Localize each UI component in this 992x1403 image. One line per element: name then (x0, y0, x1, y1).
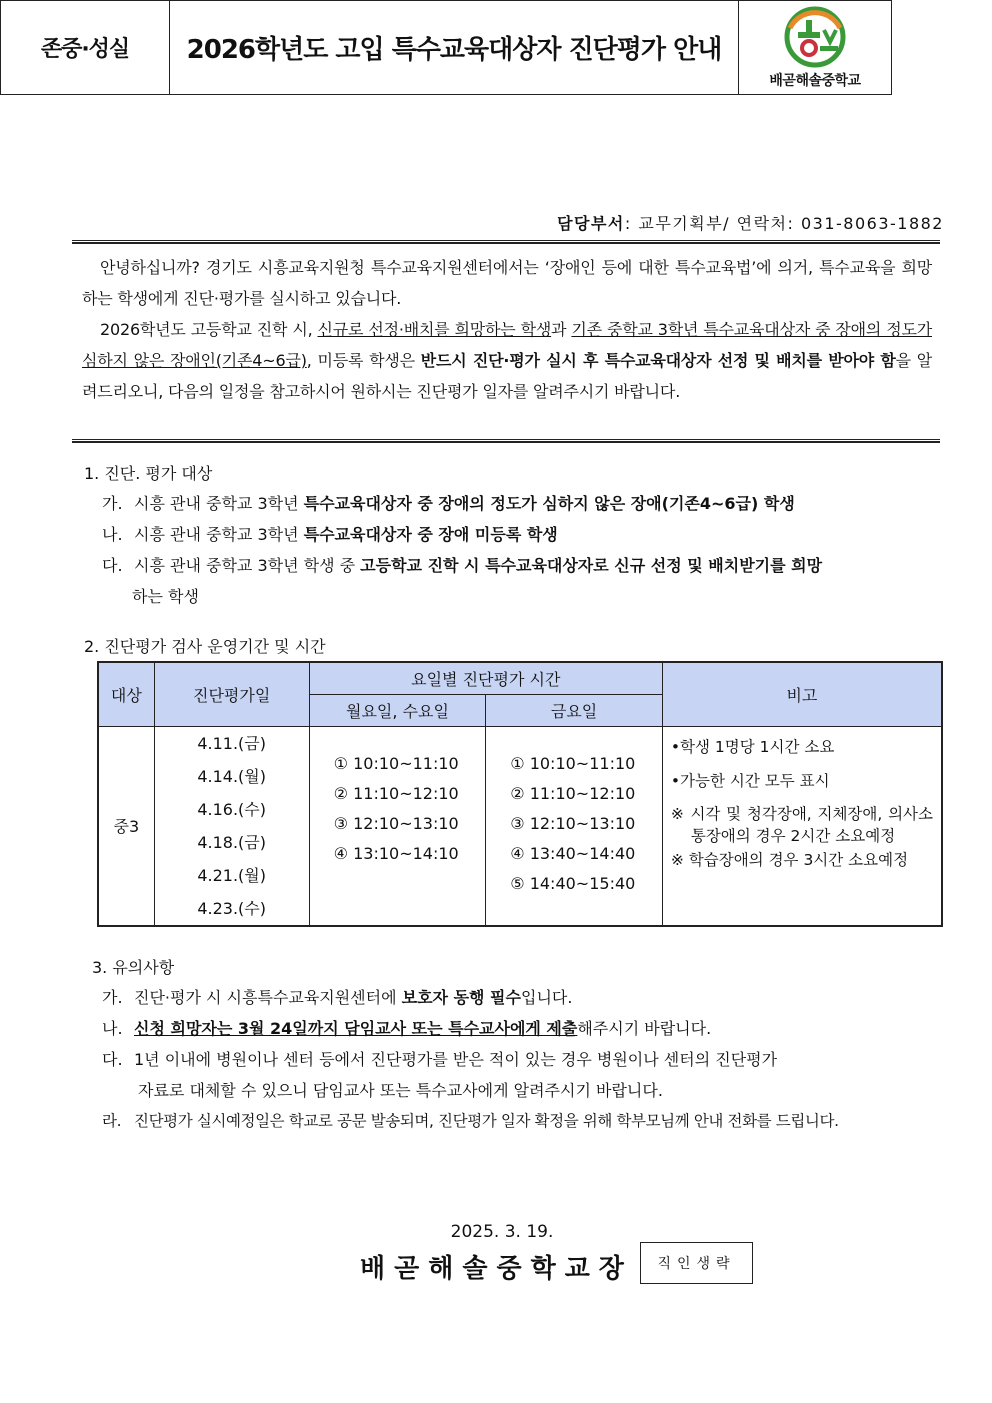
th-time: 요일별 진단평가 시간 (309, 662, 662, 694)
document-title: 2026학년도 고입 특수교육대상자 진단평가 안내 (170, 1, 739, 94)
cell-target: 중3 (98, 726, 154, 926)
section-1-title: 1. 진단. 평가 대상 (84, 464, 213, 483)
th-mon-wed: 월요일, 수요일 (309, 694, 486, 726)
section-3-item-na (102, 1013, 942, 1044)
item-text: 시흥 관내 중학교 3학년 학생 중 (134, 556, 361, 575)
item-bold: 특수교육대상자 중 장애의 정도가 심하지 않은 장애(기존4~6급) 학생 (303, 494, 795, 513)
note-item: •가능한 시간 모두 표시 (670, 771, 830, 790)
item-text: 1년 이내에 병원이나 센터 등에서 진단평가를 받은 적이 있는 경우 병원이나 센터의 진단평가 (134, 1050, 778, 1069)
cell-dates (154, 726, 309, 926)
principal-name: 배곧해솔중학교장 (360, 1254, 633, 1284)
intro-text-run: , 미등록 학생은 (306, 351, 421, 370)
sign-date: 2025. 3. 19. (450, 1222, 554, 1242)
intro-bold: 반드시 진단·평가 실시 후 특수교육대상자 선정 및 배치를 받아야 함 (420, 351, 896, 370)
item-text: 진단평가 실시예정일은 학교로 공문 발송되며, 진단평가 일자 확정을 위해 학부모님께 안내 전화를 드립니다. (134, 1112, 839, 1130)
cell-notes (662, 726, 942, 926)
note-item: •학생 1명당 1시간 소요 (670, 737, 835, 756)
item-label: 다. (102, 1050, 123, 1069)
intro-text-run: 을 알려드리오니, 다음의 일정을 참고하시어 원하시는 진단평가 일자를 알려주시기 바랍니다. (82, 351, 932, 401)
cell-mon-wed-times (309, 726, 486, 926)
intro-paragraph-2 (82, 314, 932, 407)
item-bold: 고등학교 진학 시 특수교육대상자로 신규 선정 및 배치받기를 희망 (360, 556, 823, 575)
time-slot: ① 10:10~11:10 (510, 753, 636, 773)
school-logo-cell (739, 1, 891, 94)
contact-line (557, 211, 944, 234)
intro-paragraph-1: 안녕하십니까? 경기도 시흥교육지원청 특수교육지원센터에서는 ‘장애인 등에 대한 특수교육법’에 의거, 특수교육을 희망하는 학생에게 진단·평가를 실시하고 있습니다. (82, 258, 932, 308)
section-3-item-da (102, 1044, 942, 1075)
section-3-item-ga (102, 982, 942, 1013)
section-1-item-ga (102, 488, 947, 519)
dept-value: : 교무기획부/ 연락처: 031-8063-1882 (624, 214, 944, 233)
section-1-item-da (102, 550, 947, 581)
date-item: 4.21.(월) (197, 865, 266, 885)
time-slot: ① 10:10~11:10 (333, 753, 459, 773)
time-slot: ② 11:10~12:10 (510, 783, 636, 803)
intro-underline-1: 신규로 선정·배치를 희망하는 학생 (317, 320, 552, 339)
intro-text-run: 2026학년도 고등학교 진학 시, (100, 320, 318, 339)
divider-bottom (72, 439, 940, 443)
date-item: 4.18.(금) (197, 832, 266, 852)
time-slot: ③ 12:10~13:10 (510, 813, 636, 833)
item-bold: 특수교육대상자 중 장애 미등록 학생 (303, 525, 558, 544)
item-text: 입니다. (520, 988, 573, 1007)
th-target: 대상 (98, 662, 154, 726)
intro-text (82, 252, 932, 407)
section-1-item-na (102, 519, 947, 550)
time-slot: ④ 13:10~14:10 (333, 843, 459, 863)
th-fri: 금요일 (486, 694, 663, 726)
section-3-item-ra (102, 1106, 947, 1137)
school-logo-icon (780, 6, 850, 68)
item-label: 라. (102, 1112, 122, 1130)
item-text: 해주시기 바랍니다. (577, 1019, 712, 1038)
item-label: 가. (102, 494, 123, 513)
header-box (0, 0, 892, 95)
date-item: 4.11.(금) (197, 733, 266, 753)
date-item: 4.14.(월) (197, 766, 266, 786)
item-text: 진단·평가 시 시흥특수교육지원센터에 (134, 988, 402, 1007)
item-bold-underline: 신청 희망자는 3월 24일까지 담임교사 또는 특수교사에게 제출 (134, 1019, 578, 1038)
item-label: 나. (102, 1019, 123, 1038)
intro-underline-2: 기존 중학교 3학년 특수교육대상자 중 장애의 정도가 심하지 않은 장애인(기존4~6급) (82, 320, 932, 370)
time-slot: ② 11:10~12:10 (333, 783, 459, 803)
divider-top (72, 240, 940, 244)
section-2-title: 2. 진단평가 검사 운영기간 및 시간 (84, 637, 326, 656)
intro-text-run: 과 (551, 320, 572, 339)
seal-omitted-box: 직인생략 (640, 1242, 753, 1284)
school-motto: 존중·성실 (1, 1, 170, 94)
dept-label: 담당부서 (557, 214, 625, 233)
date-item: 4.23.(수) (197, 898, 266, 918)
date-item: 4.16.(수) (197, 799, 266, 819)
item-label: 나. (102, 525, 123, 544)
schedule-table (97, 661, 943, 927)
item-text: 시흥 관내 중학교 3학년 (134, 525, 304, 544)
item-label: 가. (102, 988, 123, 1007)
time-slot: ④ 13:40~14:40 (510, 843, 636, 863)
item-label: 다. (102, 556, 123, 575)
th-note: 비고 (662, 662, 942, 726)
section-3-title: 3. 유의사항 (92, 958, 175, 977)
note-ref: ※ 학습장애의 경우 3시간 소요예정 (670, 850, 909, 869)
time-slot: ⑤ 14:40~15:40 (510, 873, 636, 893)
th-date: 진단평가일 (154, 662, 309, 726)
section-3-item-da-cont: 자료로 대체할 수 있으니 담임교사 또는 특수교사에게 알려주시기 바랍니다. (138, 1081, 663, 1100)
time-slot: ③ 12:10~13:10 (333, 813, 459, 833)
section-1-item-da-cont: 하는 학생 (132, 587, 199, 606)
school-logo-text: 배곧해솔중학교 (769, 72, 861, 89)
note-ref: ※ 시각 및 청각장애, 지체장애, 의사소통장애의 경우 2시간 소요예정 (670, 804, 933, 845)
item-bold: 보호자 동행 필수 (401, 988, 521, 1007)
cell-fri-times (486, 726, 663, 926)
item-text: 시흥 관내 중학교 3학년 (134, 494, 304, 513)
